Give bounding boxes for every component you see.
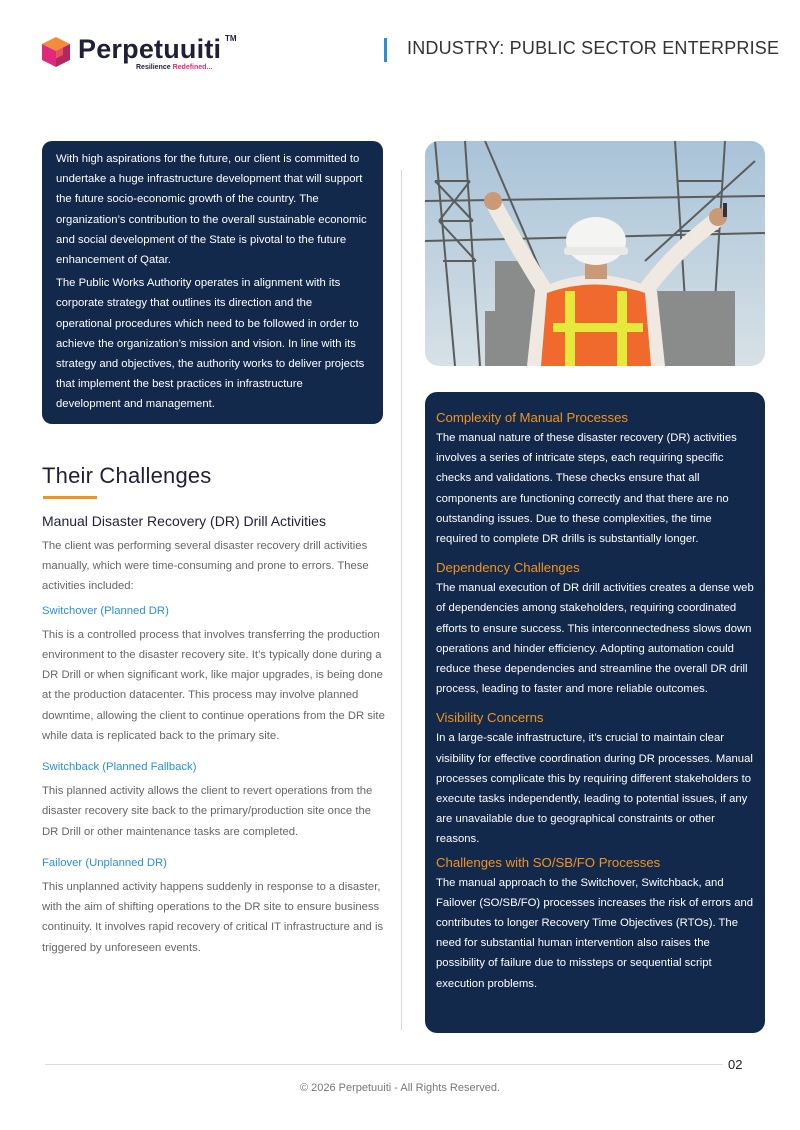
tagline-part-1: Resilience	[136, 64, 171, 71]
intro-box	[42, 141, 383, 424]
failover-label: Failover (Unplanned DR)	[42, 856, 167, 869]
copyright-notice: © 2026 Perpetuuiti - All Rights Reserved.	[299, 1082, 501, 1094]
engineer-illustration	[425, 141, 765, 366]
page-number: 02	[728, 1057, 743, 1072]
engineer-photo	[425, 141, 765, 366]
challenges-detail-box	[425, 392, 765, 1033]
dependency-text: The manual execution of DR drill activities creates a dense web of dependencies among stakeholders, requiring coordinated efforts to ensure success. This interconnectedness slows down operations and hinder efficiency. Adopting automation could reduce these dependencies and streamline the overall DR drill process, leading to faster and more reliable outcomes.	[436, 582, 754, 696]
industry-divider	[384, 38, 387, 62]
intro-paragraph-2: The Public Works Authority operates in alignment with its corporate strategy that outlines its direction and the operational procedures which need to be followed in order to achieve the organization’s mission and vision. In line with its strategy and objectives, the authority works to deliver projects that implement the best practices in infrastructure development and management.	[56, 277, 365, 411]
brand-name: Perpetuuiti	[78, 34, 222, 64]
challenges-subtitle: Manual Disaster Recovery (DR) Drill Activities	[42, 513, 326, 529]
challenges-intro: The client was performing several disaster recovery drill activities manually, which were time-consuming and prone to errors. These activities included:	[42, 540, 369, 593]
trademark-mark: TM	[225, 34, 237, 43]
intro-paragraph-1: With high aspirations for the future, our client is committed to undertake a huge infrastructure development that will support the future socio-economic growth of the country. The organization’s contribution to the overall sustainable economic and social development of the State is pivotal to the future enhancement of Qatar.	[56, 153, 367, 267]
visibility-text: In a large-scale infrastructure, it’s crucial to maintain clear visibility for effective coordination during DR processes. Manual processes complicate this by requiring different stakeholders to execute tasks independently, leading to potential issues, if any are unavailable due to geographical constraints or other reasons.	[436, 732, 753, 846]
title-underline	[43, 496, 97, 499]
logo-cube-icon	[40, 36, 72, 68]
sosbfo-heading: Challenges with SO/SB/FO Processes	[436, 854, 661, 870]
challenges-title: Their Challenges	[42, 463, 212, 488]
dependency-heading: Dependency Challenges	[436, 560, 580, 576]
switchback-label: Switchback (Planned Fallback)	[42, 761, 197, 774]
sosbfo-text: The manual approach to the Switchover, Switchback, and Failover (SO/SB/FO) processes increases the risk of errors and contributes to longer Recovery Time Objectives (RTOs). The need for substantial human intervention also raises the possibility of failure due to missteps or sequential script execution problems.	[436, 876, 754, 990]
switchback-text: This planned activity allows the client to revert operations from the disaster recovery site back to the primary/production site once the DR Drill or other maintenance tasks are completed.	[42, 785, 373, 838]
complexity-text: The manual nature of these disaster recovery (DR) activities involves a series of intricate steps, each requiring specific checks and validations. These checks ensure that all components are functioning correctly and that there are no outstanding issues. Due to these complexities, the time required to complete DR drills is substantially longer.	[436, 432, 737, 546]
footer-divider	[45, 1064, 723, 1065]
tagline-part-2: Redefined...	[172, 64, 213, 71]
complexity-heading: Complexity of Manual Processes	[436, 410, 629, 425]
switchover-text: This is a controlled process that involves transferring the production environment to the disaster recovery site. It’s typically done during a DR Drill or when significant work, like major upgrades, is being done at the production datacenter. This process may involve planned downtime, allowing the client to continue operations from the DR site while data is replicated back to the primary site.	[42, 628, 385, 742]
switchover-label: Switchover (Planned DR)	[42, 604, 169, 617]
challenges-body	[42, 536, 387, 958]
industry-label: INDUSTRY: PUBLIC SECTOR ENTERPRISE	[407, 38, 780, 58]
brand-tagline	[136, 64, 212, 71]
brand-logo[interactable]	[40, 34, 240, 74]
failover-text: This unplanned activity happens suddenly in response to a disaster, with the aim of shifting operations to the DR site to ensure business continuity. It involves rapid recovery of critical IT infrastructure and is triggered by unforeseen events.	[42, 881, 384, 954]
column-divider	[401, 170, 402, 1030]
visibility-heading: Visibility Concerns	[436, 710, 544, 726]
